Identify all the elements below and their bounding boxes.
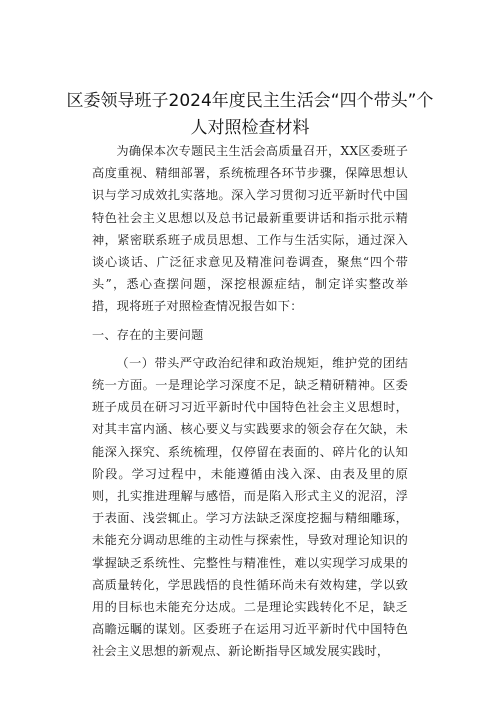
intro-paragraph: 为确保本次专题民主生活会高质量召开，XX区委班子高度重视、精细部署，系统梳理各环节步骤，保障思想认识与学习成效扎实落地。深入学习贯彻习近平新时代中国特色社会主义思想以及总书记最新重要讲话和指示批示精神，紧密联系班子成员思想、工作与生活实际，通过深入谈心谈话、广泛征求意见及精准问卷调查，聚焦“四个带头”，悉心查摆问题，深挖根源症结，制定详实整改举措，现将班子对照检查情况报告如下： [92,144,408,314]
section-heading: 一、存在的主要问题 [92,327,204,342]
document-body [92,140,408,663]
subsection-paragraph: （一）带头严守政治纪律和政治规矩，维护党的团结统一方面。一是理论学习深度不足，缺乏精研精神。区委班子成员在研习习近平新时代中国特色社会主义思想时，对其丰富内涵、核心要义与实践要求的领会存在欠缺，未能深入探究、系统梳理，仅停留在表面的、碎片化的认知阶段。学习过程中，未能遵循由浅入深、由表及里的原则，扎实推进理解与感悟，而是陷入形式主义的泥沼，浮于表面、浅尝辄止。学习方法缺乏深度挖掘与精细雕琢，未能充分调动思维的主动性与探索性，导致对理论知识的掌握缺乏系统性、完整性与精准性，难以实现学习成果的高质量转化，学思践悟的良性循环尚未有效构建，学以致用的目标也未能充分达成。二是理论实践转化不足，缺乏高瞻远瞩的谋划。区委班子在运用习近平新时代中国特色社会主义思想的新观点、新论断指导区域发展实践时， [92,355,408,659]
document-title: 区委领导班子2024年度民主生活会“四个带头”个人对照检查材料 [66,91,434,138]
